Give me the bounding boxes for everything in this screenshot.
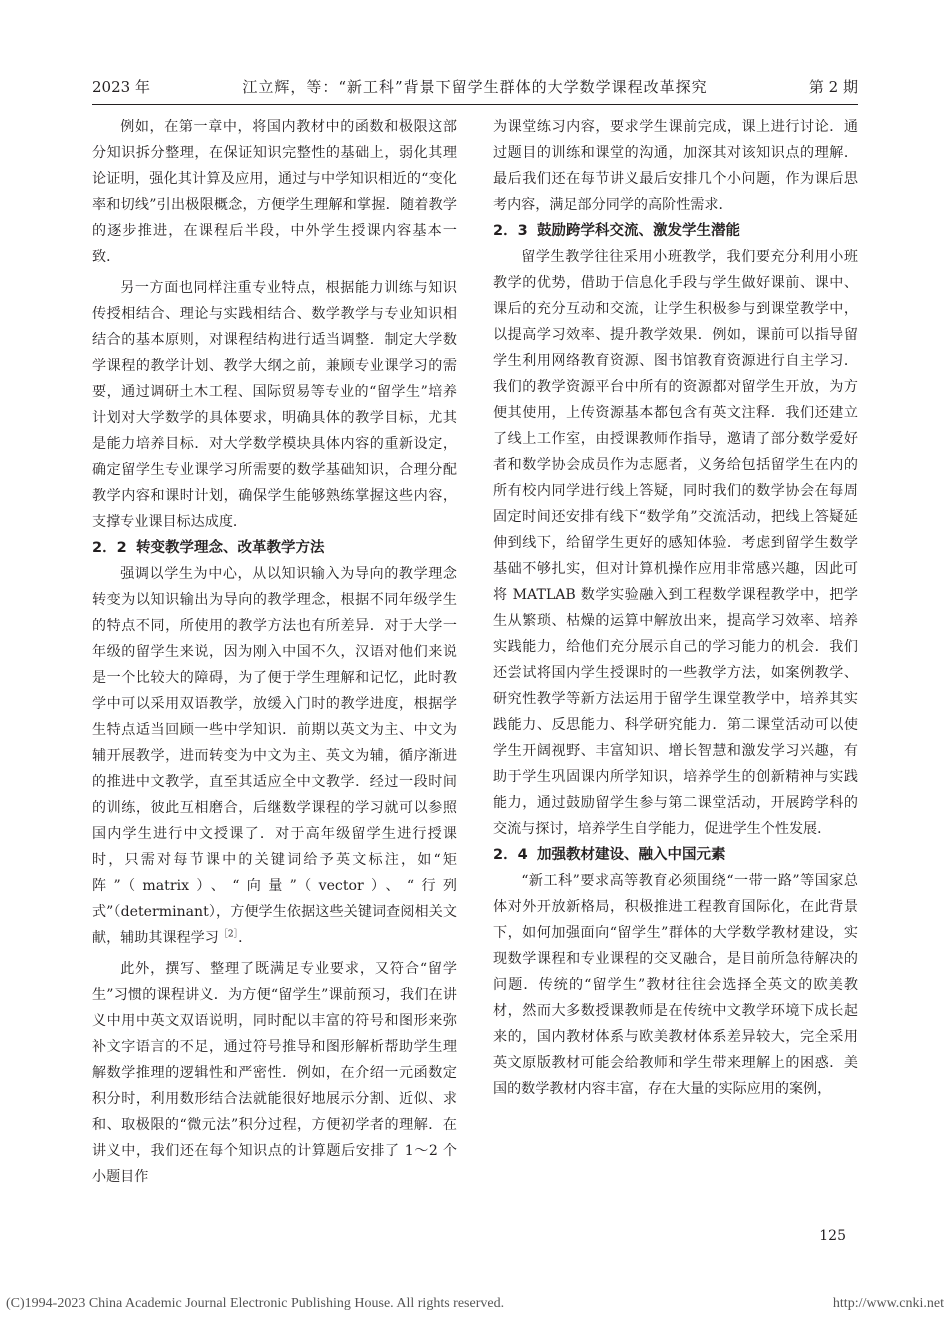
section-heading-2-3	[493, 218, 858, 244]
paragraph: “新工科”要求高等教育必须围绕“一带一路”等国家总体对外开放新格局，积极推进工程教育国际化，在此背景下，如何加强面向“留学生”群体的大学数学教材建设，实现数学课程和专业课程的交叉融合，是目前所急待解决的问题．传统的“留学生”教材往往会选择全英文的欧美教材，然而大多数授课教师是在传统中文教学环境下成长起来的，国内教材体系与欧美教材体系差异较大，完全采用英文原版教材可能会给教师和学生带来理解上的困惑．美国的数学教材内容丰富，存在大量的实际应用的案例，	[493, 873, 858, 1097]
paragraph-end: ．	[238, 930, 253, 946]
page-number: 125	[819, 1228, 846, 1244]
copyright-notice: (C)1994-2023 China Academic Journal Electronic Publishing House. All rights reserved.	[6, 1296, 505, 1311]
paragraph	[92, 561, 457, 951]
paragraph: 留学生教学往往采用小班教学，我们要充分利用小班教学的优势，借助于信息化手段与学生做好课前、课中、课后的充分互动和交流，让学生积极参与到课堂教学中，以提高学习效率、提升教学效果．例如，课前可以指导留学生利用网络教育资源、图书馆教育资源进行自主学习．我们的教学资源平台中所有的资源都对留学生开放，为方便其使用，上传资源基本都包含有英文注释．我们还建立了线上工作室，由授课教师作指导，邀请了部分数学爱好者和数学协会成员作为志愿者，义务给包括留学生在内的所有校内同学进行线上答疑，同时我们的数学协会在每周固定时间还安排有线下“数学角”交流活动，把线上答疑延伸到线下，给留学生更好的感知体验．考虑到留学生数学基础不够扎实，但对计算机操作应用非常感兴趣，因此可将 MATLAB 数学实验融入到工程数学课程教学中，把学生从繁琐、枯燥的运算中解放出来，提高学习效率、培养实践能力，给他们充分展示自己的学习能力的机会．我们还尝试将国内学生授课时的一些教学方法，如案例教学、研究性教学等新方法运用于留学生课堂教学中，培养其实践能力、反思能力、科学研究能力．第二课堂活动可以使学生开阔视野、丰富知识、增长智慧和激发学习兴趣，有助于学生巩固课内所学知识，培养学生的创新精神与实践能力，通过鼓励留学生参与第二课堂活动，开展跨学科的交流与探讨，培养学生自学能力，促进学生个性发展．	[493, 249, 858, 837]
section-title: 转变教学理念、改革教学方法	[136, 540, 325, 556]
paragraph: 另一方面也同样注重专业特点，根据能力训练与知识传授相结合、理论与实践相结合、数学教学与专业知识相结合的基本原则，对课程结构进行适当调整．制定大学数学课程的教学计划、教学大纲之前，兼顾专业课学习的需要，通过调研土木工程、国际贸易等专业的“留学生”培养计划对大学数学的具体要求，明确具体的教学目标，尤其是能力培养目标．对大学数学模块具体内容的重新设定，确定留学生专业课学习所需要的数学基础知识，合理分配教学内容和课时计划，确保学生能够熟练掌握这些内容，支撑专业课目标达成度．	[92, 280, 457, 530]
paragraph: 为课堂练习内容，要求学生课前完成，课上进行讨论．通过题目的训练和课堂的沟通，加深其对该知识点的理解．最后我们还在每节讲义最后安排几个小问题，作为课后思考内容，满足部分同学的高阶性需求．	[493, 119, 858, 213]
left-column	[92, 114, 457, 1190]
section-title: 加强教材建设、融入中国元素	[537, 847, 726, 863]
section-number: 2．4	[493, 847, 528, 863]
section-heading-2-2	[92, 535, 457, 561]
section-number: 2．2	[92, 540, 127, 556]
header-issue: 第 2 期	[808, 78, 858, 96]
section-heading-2-4	[493, 842, 858, 868]
paragraph-text: 强调以学生为中心，从以知识输入为导向的教学理念转变为以知识输出为导向的教学理念，根据不同年级学生的特点不同，所使用的教学方法也有所差异．对于大学一年级的留学生来说，因为刚入中国不久，汉语对他们来说是一个比较大的障碍，为了便于学生理解和记忆，此时教学中可以采用双语教学，放缓入门时的教学进度，根据学生特点适当回顾一些中学知识．前期以英文为主、中文为辅开展教学，进而转变为中文为主、英文为辅，循序渐进的推进中文教学，直至其适应全中文教学．经过一段时间的训练，彼此互相磨合，后继数学课程的学习就可以参照国内学生进行中文授课了．对于高年级留学生进行授课时，只需对每节课中的关键词给予英文标注，如“矩阵”（matrix）、“向量”（vector）、“行列式”（determinant），方便学生依据这些关键词查阅相关文献，辅助其课程学习	[92, 566, 457, 946]
footer	[6, 1296, 944, 1312]
section-title: 鼓励跨学科交流、激发学生潜能	[537, 223, 740, 239]
right-column	[493, 114, 858, 1102]
running-header	[92, 72, 858, 100]
footer-url[interactable]: http://www.cnki.net	[832, 1296, 944, 1311]
header-year: 2023 年	[92, 78, 150, 96]
paragraph: 例如，在第一章中，将国内教材中的函数和极限这部分知识拆分整理，在保证知识完整性的基础上，弱化其理论证明，强化其计算及应用，通过与中学知识相近的“变化率和切线”引出极限概念，方便学生理解和掌握．随着教学的逐步推进，在课程后半段，中外学生授课内容基本一致．	[92, 119, 457, 265]
citation-ref: ［2］	[218, 929, 239, 940]
section-number: 2．3	[493, 223, 528, 239]
header-rule	[92, 104, 858, 105]
paragraph: 此外，撰写、整理了既满足专业要求，又符合“留学生”习惯的课程讲义．为方便“留学生”课前预习，我们在讲义中用中英文双语说明，同时配以丰富的符号和图形来弥补文字语言的不足，通过符号推导和图形解析帮助学生理解数学推理的逻辑性和严密性．例如，在介绍一元函数定积分时，利用数形结合法就能很好地展示分割、近似、求和、取极限的“微元法”积分过程，方便初学者的理解．在讲义中，我们还在每个知识点的计算题后安排了 1～2 个小题目作	[92, 961, 457, 1185]
header-title: 江立辉，等：“新工科”背景下留学生群体的大学数学课程改革探究	[242, 78, 708, 96]
